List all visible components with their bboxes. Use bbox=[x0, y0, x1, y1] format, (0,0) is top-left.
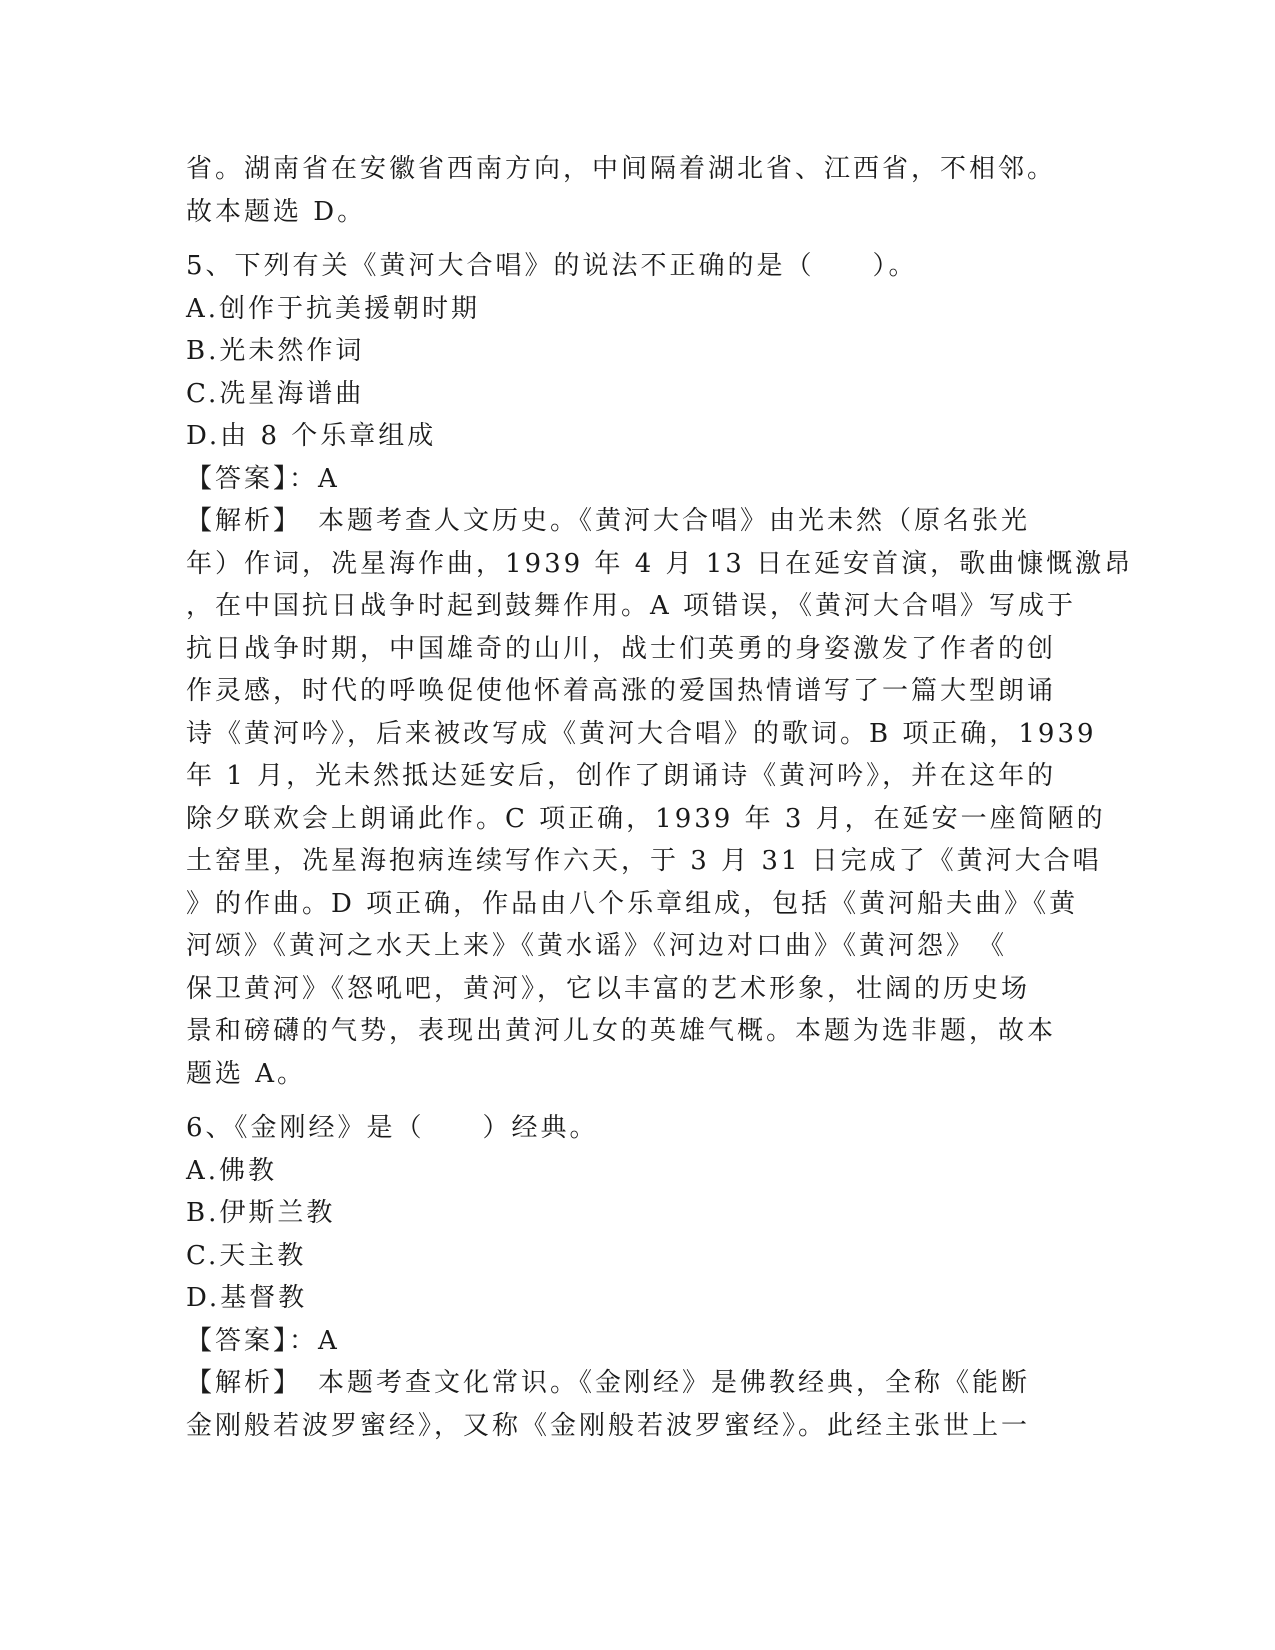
document-content bbox=[186, 148, 1134, 1447]
explanation bbox=[186, 1362, 1066, 1447]
question-6 bbox=[186, 1107, 1066, 1447]
explanation bbox=[186, 500, 1134, 1095]
option-a: A.佛教 bbox=[186, 1155, 278, 1186]
question-stem: 5、下列有关《黄河大合唱》的说法不正确的是（ ）。 bbox=[186, 251, 918, 281]
text-line: 土窑里，冼星海抱病连续写作六天，于 3 月 31 日完成了《黄河大合唱 bbox=[186, 846, 1102, 876]
text-line: 年）作词，冼星海作曲，1939 年 4 月 13 日在延安首演，歌曲慷慨激昂 bbox=[186, 548, 1134, 579]
text-line: 河颂》《黄河之水天上来》《黄水谣》《河边对口曲》《黄河怨》 《 bbox=[186, 931, 1008, 961]
text-line: 【解析】 本题考查文化常识。《金刚经》是佛教经典，全称《能断 bbox=[186, 1368, 1031, 1398]
text-line: 》的作曲。D 项正确，作品由八个乐章组成，包括《黄河船夫曲》《黄 bbox=[186, 888, 1079, 919]
prev-explanation bbox=[186, 148, 1066, 233]
text-line: 保卫黄河》《怒吼吧，黄河》，它以丰富的艺术形象，壮阔的历史场 bbox=[186, 973, 1031, 1004]
text-line: 省。湖南省在安徽省西南方向，中间隔着湖北省、江西省，不相邻。 bbox=[186, 154, 1057, 184]
answer-line: 【答案】：A bbox=[186, 1325, 340, 1356]
text-line: 抗日战争时期，中国雄奇的山川，战士们英勇的身姿激发了作者的创 bbox=[186, 633, 1057, 664]
option-b: B.伊斯兰教 bbox=[186, 1198, 336, 1228]
text-line: 年 1 月，光未然抵达延安后，创作了朗诵诗《黄河吟》，并在这年的 bbox=[186, 761, 1057, 791]
option-a: A.创作于抗美援朝时期 bbox=[186, 293, 481, 324]
text-line: 【解析】 本题考查人文历史。《黄河大合唱》由光未然（原名张光 bbox=[186, 506, 1031, 536]
text-line: 作灵感，时代的呼唤促使他怀着高涨的爱国热情谱写了一篇大型朗诵 bbox=[186, 676, 1057, 706]
answer-line: 【答案】：A bbox=[186, 463, 340, 494]
text-line: 除夕联欢会上朗诵此作。C 项正确，1939 年 3 月，在延安一座简陋的 bbox=[186, 803, 1106, 834]
text-line: 题选 A。 bbox=[186, 1058, 307, 1089]
option-d: D.由 8 个乐章组成 bbox=[186, 421, 437, 451]
text-line: ，在中国抗日战争时起到鼓舞作用。A 项错误，《黄河大合唱》写成于 bbox=[186, 591, 1077, 621]
option-c: C.天主教 bbox=[186, 1240, 307, 1271]
question-stem: 6、《金刚经》是（ ）经典。 bbox=[186, 1113, 599, 1143]
option-b: B.光未然作词 bbox=[186, 336, 365, 366]
text-line: 故本题选 D。 bbox=[186, 196, 367, 227]
question-5 bbox=[186, 245, 1134, 1095]
option-c: C.冼星海谱曲 bbox=[186, 378, 365, 409]
text-line: 金刚般若波罗蜜经》，又称《金刚般若波罗蜜经》。此经主张世上一 bbox=[186, 1410, 1031, 1441]
text-line: 景和磅礴的气势，表现出黄河儿女的英雄气概。本题为选非题，故本 bbox=[186, 1016, 1057, 1046]
text-line: 诗《黄河吟》，后来被改写成《黄河大合唱》的歌词。B 项正确，1939 bbox=[186, 718, 1097, 749]
option-d: D.基督教 bbox=[186, 1283, 308, 1313]
